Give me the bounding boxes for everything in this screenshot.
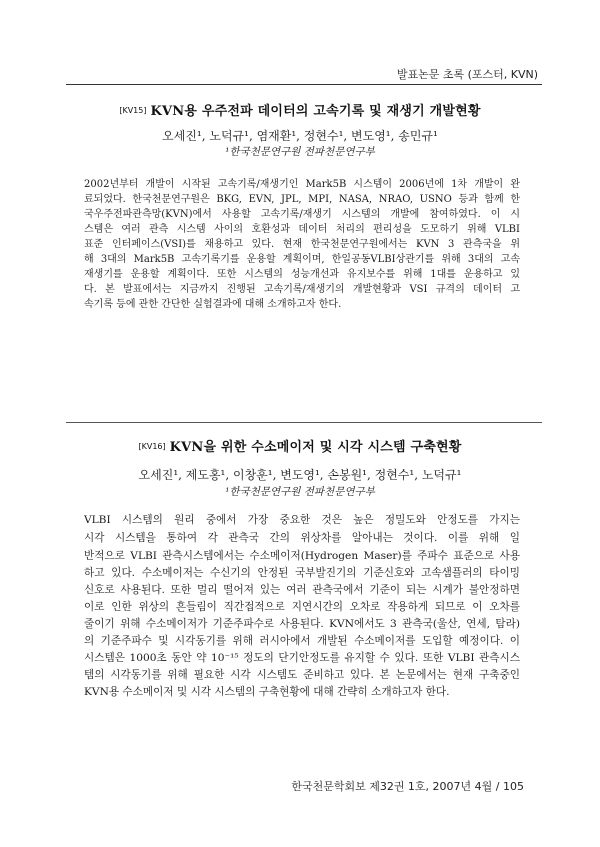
- author-list: 오세진¹, 제도홍¹, 이창훈¹, 변도영¹, 손봉원¹, 정현수¹, 노덕규¹: [138, 468, 462, 482]
- body-line: 료되었다. 한국천문연구원은 BKG, EVN, JPL, MPI, NASA, NRAO, USNO 등과 함께 한: [84, 194, 520, 205]
- body-line: 스템은 여러 관측 시스템 사이의 호환성과 데이터 처리의 편리성을 도모하기 위해 VLBI: [84, 224, 520, 235]
- body-line: 줄이기 위해 수소메이저가 기준주파수로 사용된다. KVN에서도 3 관측국(울산, 연세, 탐라): [84, 618, 520, 630]
- affiliation: ¹한국천문연구원 전파천문연구부: [225, 146, 375, 158]
- page-footer: 한국천문학회보 제32권 1호, 2007년 4월 / 105: [291, 780, 524, 793]
- running-header: 발표논문 초록 (포스터, KVN): [396, 68, 538, 81]
- body-line: 시스템은 1000초 동안 약 10⁻¹⁵ 정도의 단기안정도를 유지할 수 있다. 또한 VLBI 관측시스: [84, 652, 520, 664]
- body-line: 다. 본 발표에서는 지금까지 진행된 고속기록/재생기의 개발현황과 VSI 규격의 데이터 고: [84, 284, 520, 295]
- body-line: 해 3대의 Mark5B 고속기록기를 운용할 계획이며, 한일공동VLBI상관기를 위해 3대의 고속: [84, 254, 520, 265]
- abstract-title: [0, 100, 600, 119]
- body-line: VLBI 시스템의 원리 중에서 가장 중요한 것은 높은 정밀도와 안정도를 가지는: [84, 514, 520, 526]
- abstract-title: [0, 436, 600, 455]
- body-line: 반적으로 VLBI 관측시스템에서는 수소메이저(Hydrogen Maser)를 주파수 표준으로 사용: [84, 550, 520, 562]
- body-line: 국우주전파관측망(KVN)에서 사용할 고속기록/재생기 시스템의 개발에 참여하였다. 이 시: [84, 209, 520, 220]
- abstract-title-text: KVN용 우주전파 데이터의 고속기록 및 재생기 개발현황: [150, 104, 481, 119]
- body-line: 속기록 등에 관한 간단한 실험결과에 대해 소개하고자 한다.: [84, 299, 342, 310]
- abstract-code: [KV16]: [138, 442, 166, 451]
- section-divider: [66, 422, 542, 423]
- body-line: 템의 시각동기를 위해 필요한 시각 시스템도 준비하고 있다. 본 논문에서는 현재 구축중인: [84, 669, 520, 681]
- body-line: 의 기준주파수 및 시각동기를 위해 러시아에서 개발된 수소메이저를 도입할 예정이다. 이: [84, 635, 520, 647]
- header-rule: [66, 84, 542, 85]
- body-line: 이로 인한 위상의 흔들림이 직간접적으로 지연시간의 오차로 작용하게 되므로 이 오차를: [84, 601, 520, 613]
- body-line: 표준 인터페이스(VSI)를 채용하고 있다. 현재 한국천문연구원에서는 KVN 3 관측국을 위: [84, 239, 520, 250]
- body-line: 하고 있다. 수소메이저는 수신기의 안정된 국부발진기의 기준신호와 고속샘플러의 타이밍: [84, 567, 520, 579]
- affiliation: ¹한국천문연구원 전파천문연구부: [225, 486, 375, 498]
- abstract-title-text: KVN을 위한 수소메이저 및 시각 시스템 구축현황: [169, 440, 462, 455]
- body-line: 2002년부터 개발이 시작된 고속기록/재생기인 Mark5B 시스템이 2006년에 1차 개발이 완: [84, 179, 520, 190]
- body-line: 시각 시스템을 통하여 각 관측국 간의 위상차를 알아내는 것이다. 이를 위해 일: [84, 532, 520, 544]
- body-line: 재생기를 운용할 계획이다. 또한 시스템의 성능개선과 유지보수를 위해 1대를 운용하고 있: [84, 269, 520, 280]
- body-line: KVN용 수소메이저 및 시각 시스템의 구축현황에 대해 간략히 소개하고자 한다.: [84, 686, 450, 698]
- body-line: 신호로 사용된다. 또한 멀리 떨어져 있는 여러 관측국에서 기준이 되는 시계가 불안정하면: [84, 584, 520, 596]
- abstract-code: [KV15]: [119, 106, 147, 115]
- author-list: 오세진¹, 노덕규¹, 염재환¹, 정현수¹, 변도영¹, 송민규¹: [162, 129, 438, 143]
